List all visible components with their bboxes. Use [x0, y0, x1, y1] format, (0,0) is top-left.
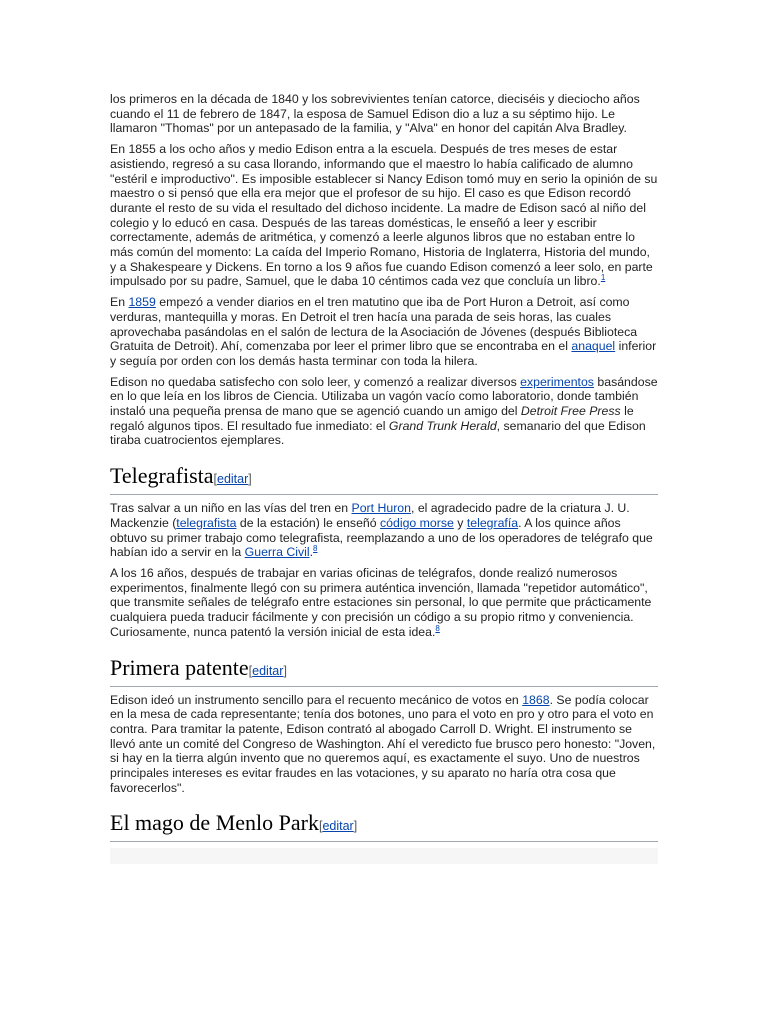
newspaper-title: Detroit Free Press — [520, 404, 621, 419]
section-heading-telegrafista — [110, 462, 658, 495]
paragraph-text: Edison no quedaba satisfecho con solo leer, y comenzó a realizar diversos — [110, 374, 521, 389]
section-title: Primera patente — [110, 654, 249, 680]
patente-paragraph-1 — [110, 693, 658, 796]
paragraph-text: . Se podía colocar en la mesa de cada representante; tenía dos botones, uno para el voto en pro y otro para el voto en contra. Para tramitar la patente, Edison contrató al abogado Carroll D. Wright. El instrumento se llevó ante un comité del Congreso de Washington. Ahí el veredicto fue brusco pero honesto: "Joven, si hay en la tierra algún invento que no queremos aquí, es exactamente el suyo. Uno de nuestros principales intereses es evitar fraudes en las votaciones, y su aparato no haría otra cosa que favorecerlos". — [110, 692, 656, 795]
intro-paragraph-1: los primeros en la década de 1840 y los sobrevivientes tenían catorce, dieciséis y dieciocho años cuando el 11 de febrero de 1847, la esposa de Samuel Edison dio a luz a su séptimo hijo. Le llamaron "Thomas" por un antepasado de la familia, y "Alva" en honor del capitán Alva Bradley. — [110, 92, 640, 136]
paragraph-text: . — [309, 545, 314, 560]
edit-link[interactable]: editar — [252, 663, 284, 678]
link-1859[interactable]: 1859 — [128, 295, 156, 310]
edit-section — [214, 472, 252, 486]
edit-link[interactable]: editar — [217, 472, 249, 487]
link-anaquel[interactable]: anaquel — [571, 339, 616, 354]
link-telegrafista[interactable]: telegrafista — [176, 515, 237, 530]
paragraph-text: empezó a vender diarios en el tren matutino que iba de Port Huron a Detroit, así como verduras, mantequilla y moras. En Detroit el tren hacía una parada de seis horas, las cuales aprovechaba pasándolas en el salón de lectura de la Asociación de Jóvenes (después Biblioteca Gratuita de Detroit). Ahí, comenzaba por leer el primer libro que se encontraba en el — [110, 295, 638, 354]
section-title: El mago de Menlo Park — [110, 810, 319, 836]
bracket: ] — [353, 819, 358, 834]
edit-section — [319, 819, 357, 833]
section-heading-menlo-park — [110, 809, 658, 842]
paragraph-text: basándose en lo que leía en los libros de Ciencia. Utilizaba un vagón vacío como laboratorio, donde también instaló una pequeña prensa de mano que se agenció cuando un amigo del — [110, 374, 658, 419]
link-telegrafia[interactable]: telegrafía — [466, 515, 519, 530]
bracket: [ — [318, 819, 323, 834]
paragraph-text: le regaló algunos tipos. El resultado fue inmediato: el — [110, 404, 634, 433]
telegrafista-paragraph-1 — [110, 501, 658, 560]
paragraph-text: En 1855 a los ocho años y medio Edison entra a la escuela. Después de tres meses de estar asistiendo, regresó a su casa llorando, informando que el maestro lo había calificado de alumno "estéril e improductivo". Es imposible establecer si Nancy Edison tomó muy en serio la opinión de su maestro o si pensó que ella era mejor que el profesor de su hijo. El caso es que Edison recordó durante el resto de su vida el resultado del dichoso incidente. La madre de Edison sacó al niño del colegio y lo educó en casa. Después de las tareas domésticas, le enseñó a leer y escribir correctamente, además de aritmética, y comenzó a leerle algunos libros que no estaban entre lo más común del momento: La caída del Imperio Romano, Historia de Inglaterra, Historia del mundo, y a Shakespeare y Dickens. En torno a los 9 años fue cuando Edison comenzó a leer solo, en parte impulsado por su padre, Samuel, que le daba 10 céntimos cada vez que concluía un libro. — [110, 142, 658, 289]
intro-paragraph-4 — [110, 375, 658, 449]
bracket: ] — [283, 663, 287, 678]
paragraph-text: A los 16 años, después de trabajar en varias oficinas de telégrafos, donde realizó numerosos experimentos, finalmente llegó con su primera auténtica invención, llamada "repetidor automático", que transmite señales de telégrafo entre estaciones sin personal, lo que permite que prácticamente cualquiera pueda traducir fácilmente y con precisión un código a su propio ritmo y conveniencia. Curiosamente, nunca patentó la versión inicial de esta idea. — [110, 565, 652, 639]
content-band — [110, 848, 658, 864]
paragraph-text: inferior y seguía por orden con los demás hasta terminar con toda la hilera. — [110, 339, 657, 368]
edit-section — [249, 664, 287, 678]
bracket: ] — [248, 472, 252, 487]
link-1868[interactable]: 1868 — [522, 692, 550, 707]
paragraph-text: Tras salvar a un niño en las vías del tren en — [110, 501, 352, 516]
paragraph-text: , el agradecido padre de la criatura J. U. Mackenzie ( — [110, 501, 630, 530]
link-experimentos[interactable]: experimentos — [520, 374, 594, 389]
newspaper-title: Grand Trunk Herald — [388, 418, 497, 433]
paragraph-text: Edison ideó un instrumento sencillo para el recuento mecánico de votos en — [110, 692, 523, 707]
paragraph-text: de la estación) le enseñó — [236, 515, 381, 530]
paragraph-text: . A los quince años obtuvo su primer trabajo como telegrafista, reemplazando a uno de los operadores de telégrafo que habían ido a servir en la — [110, 515, 653, 560]
edit-link[interactable]: editar — [322, 819, 354, 834]
intro-paragraph-3 — [110, 295, 658, 369]
link-guerra-civil[interactable]: Guerra Civil — [244, 545, 310, 560]
intro-paragraph-2 — [110, 142, 658, 289]
reference-link[interactable]: 1 — [600, 273, 606, 283]
link-port-huron[interactable]: Port Huron — [351, 501, 411, 516]
bracket: [ — [213, 472, 217, 487]
paragraph-text: y — [453, 515, 467, 530]
bracket: [ — [248, 663, 253, 678]
section-heading-primera-patente — [110, 654, 658, 687]
section-title: Telegrafista — [110, 463, 214, 489]
paragraph-text: , semanario del que Edison tiraba cuatrocientos ejemplares. — [110, 418, 646, 448]
link-codigo-morse[interactable]: código morse — [380, 515, 454, 530]
article-content — [110, 92, 658, 864]
telegrafista-paragraph-2 — [110, 566, 658, 640]
paragraph-text: En — [110, 295, 129, 310]
reference-link[interactable]: 8 — [313, 544, 318, 554]
reference-link[interactable]: 8 — [435, 623, 440, 633]
